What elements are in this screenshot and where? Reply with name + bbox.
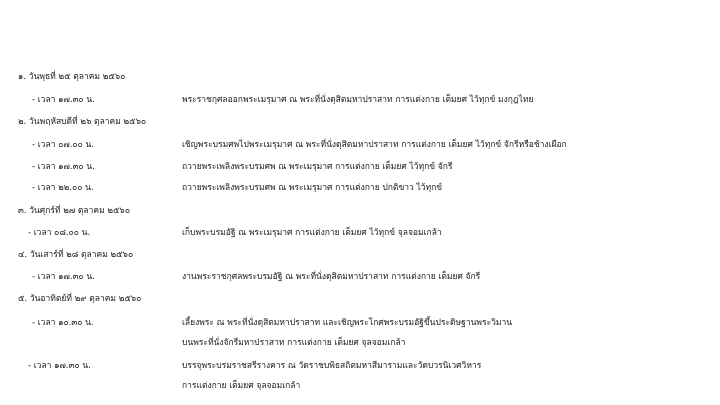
event-description: บรรจุพระบรมราชสรีรางคาร ณ วัดราชบพิธสถิตมหาสีมารามและวัดบวรนิเวศวิหาร bbox=[182, 361, 482, 371]
event-time: - เวลา ๑๐.๓๐ น. bbox=[32, 318, 94, 328]
event-time: - เวลา ๑๗.๓๐ น. bbox=[32, 162, 95, 172]
event-time: - เวลา ๐๘.๐๐ น. bbox=[28, 228, 91, 238]
event-time: - เวลา ๒๒.๐๐ น. bbox=[32, 183, 94, 193]
day-heading: ๑. วันพุธที่ ๒๕ ตุลาคม ๒๕๖๐ bbox=[18, 72, 126, 82]
event-time: - เวลา ๑๗.๓๐ น. bbox=[32, 272, 95, 282]
day-heading: ๔. วันเสาร์ที่ ๒๘ ตุลาคม ๒๕๖๐ bbox=[18, 250, 134, 260]
day-heading: ๕. วันอาทิตย์ที่ ๒๙ ตุลาคม ๒๕๖๐ bbox=[18, 294, 142, 304]
day-heading: ๒. วันพฤหัสบดีที่ ๒๖ ตุลาคม ๒๕๖๐ bbox=[18, 117, 147, 127]
event-description: เลี้ยงพระ ณ พระที่นั่งดุสิตมหาปราสาท และเชิญพระโกศพระบรมอัฐิขึ้นประดิษฐานพระวิมาน bbox=[182, 318, 513, 328]
event-time: - เวลา ๑๗.๓๐ น. bbox=[32, 95, 95, 105]
event-description: พระราชกุศลออกพระเมรุมาศ ณ พระที่นั่งดุสิตมหาปราสาท การแต่งกาย เต็มยศ ไว้ทุกข์ มงกุฎไทย bbox=[182, 95, 534, 105]
day-heading: ๓. วันศุกร์ที่ ๒๗ ตุลาคม ๒๕๖๐ bbox=[18, 206, 131, 216]
event-description: เก็บพระบรมอัฐิ ณ พระเมรุมาศ การแต่งกาย เต็มยศ ไว้ทุกข์ จุลจอมเกล้า bbox=[182, 228, 442, 238]
event-time: - เวลา ๑๗.๓๐ น. bbox=[28, 361, 91, 371]
event-description: เชิญพระบรมศพไปพระเมรุมาศ ณ พระที่นั่งดุสิตมหาปราสาท การแต่งกาย เต็มยศ ไว้ทุกข์ จักรีหรือช้างเผือก bbox=[182, 140, 567, 150]
event-description: ถวายพระเพลิงพระบรมศพ ณ พระเมรุมาศ การแต่งกาย เต็มยศ ไว้ทุกข์ จักรี bbox=[182, 162, 453, 172]
event-description: ถวายพระเพลิงพระบรมศพ ณ พระเมรุมาศ การแต่งกาย ปกติขาว ไว้ทุกข์ bbox=[182, 183, 443, 193]
event-description-continued: บนพระที่นั่งจักรีมหาปราสาท การแต่งกาย เต็มยศ จุลจอมเกล้า bbox=[182, 338, 406, 348]
event-time: - เวลา ๐๗.๐๐ น. bbox=[32, 140, 95, 150]
event-description-continued: การแต่งกาย เต็มยศ จุลจอมเกล้า bbox=[182, 381, 301, 391]
event-description: งานพระราชกุศลพระบรมอัฐิ ณ พระที่นั่งดุสิตมหาปราสาท การแต่งกาย เต็มยศ จักรี bbox=[182, 272, 481, 282]
